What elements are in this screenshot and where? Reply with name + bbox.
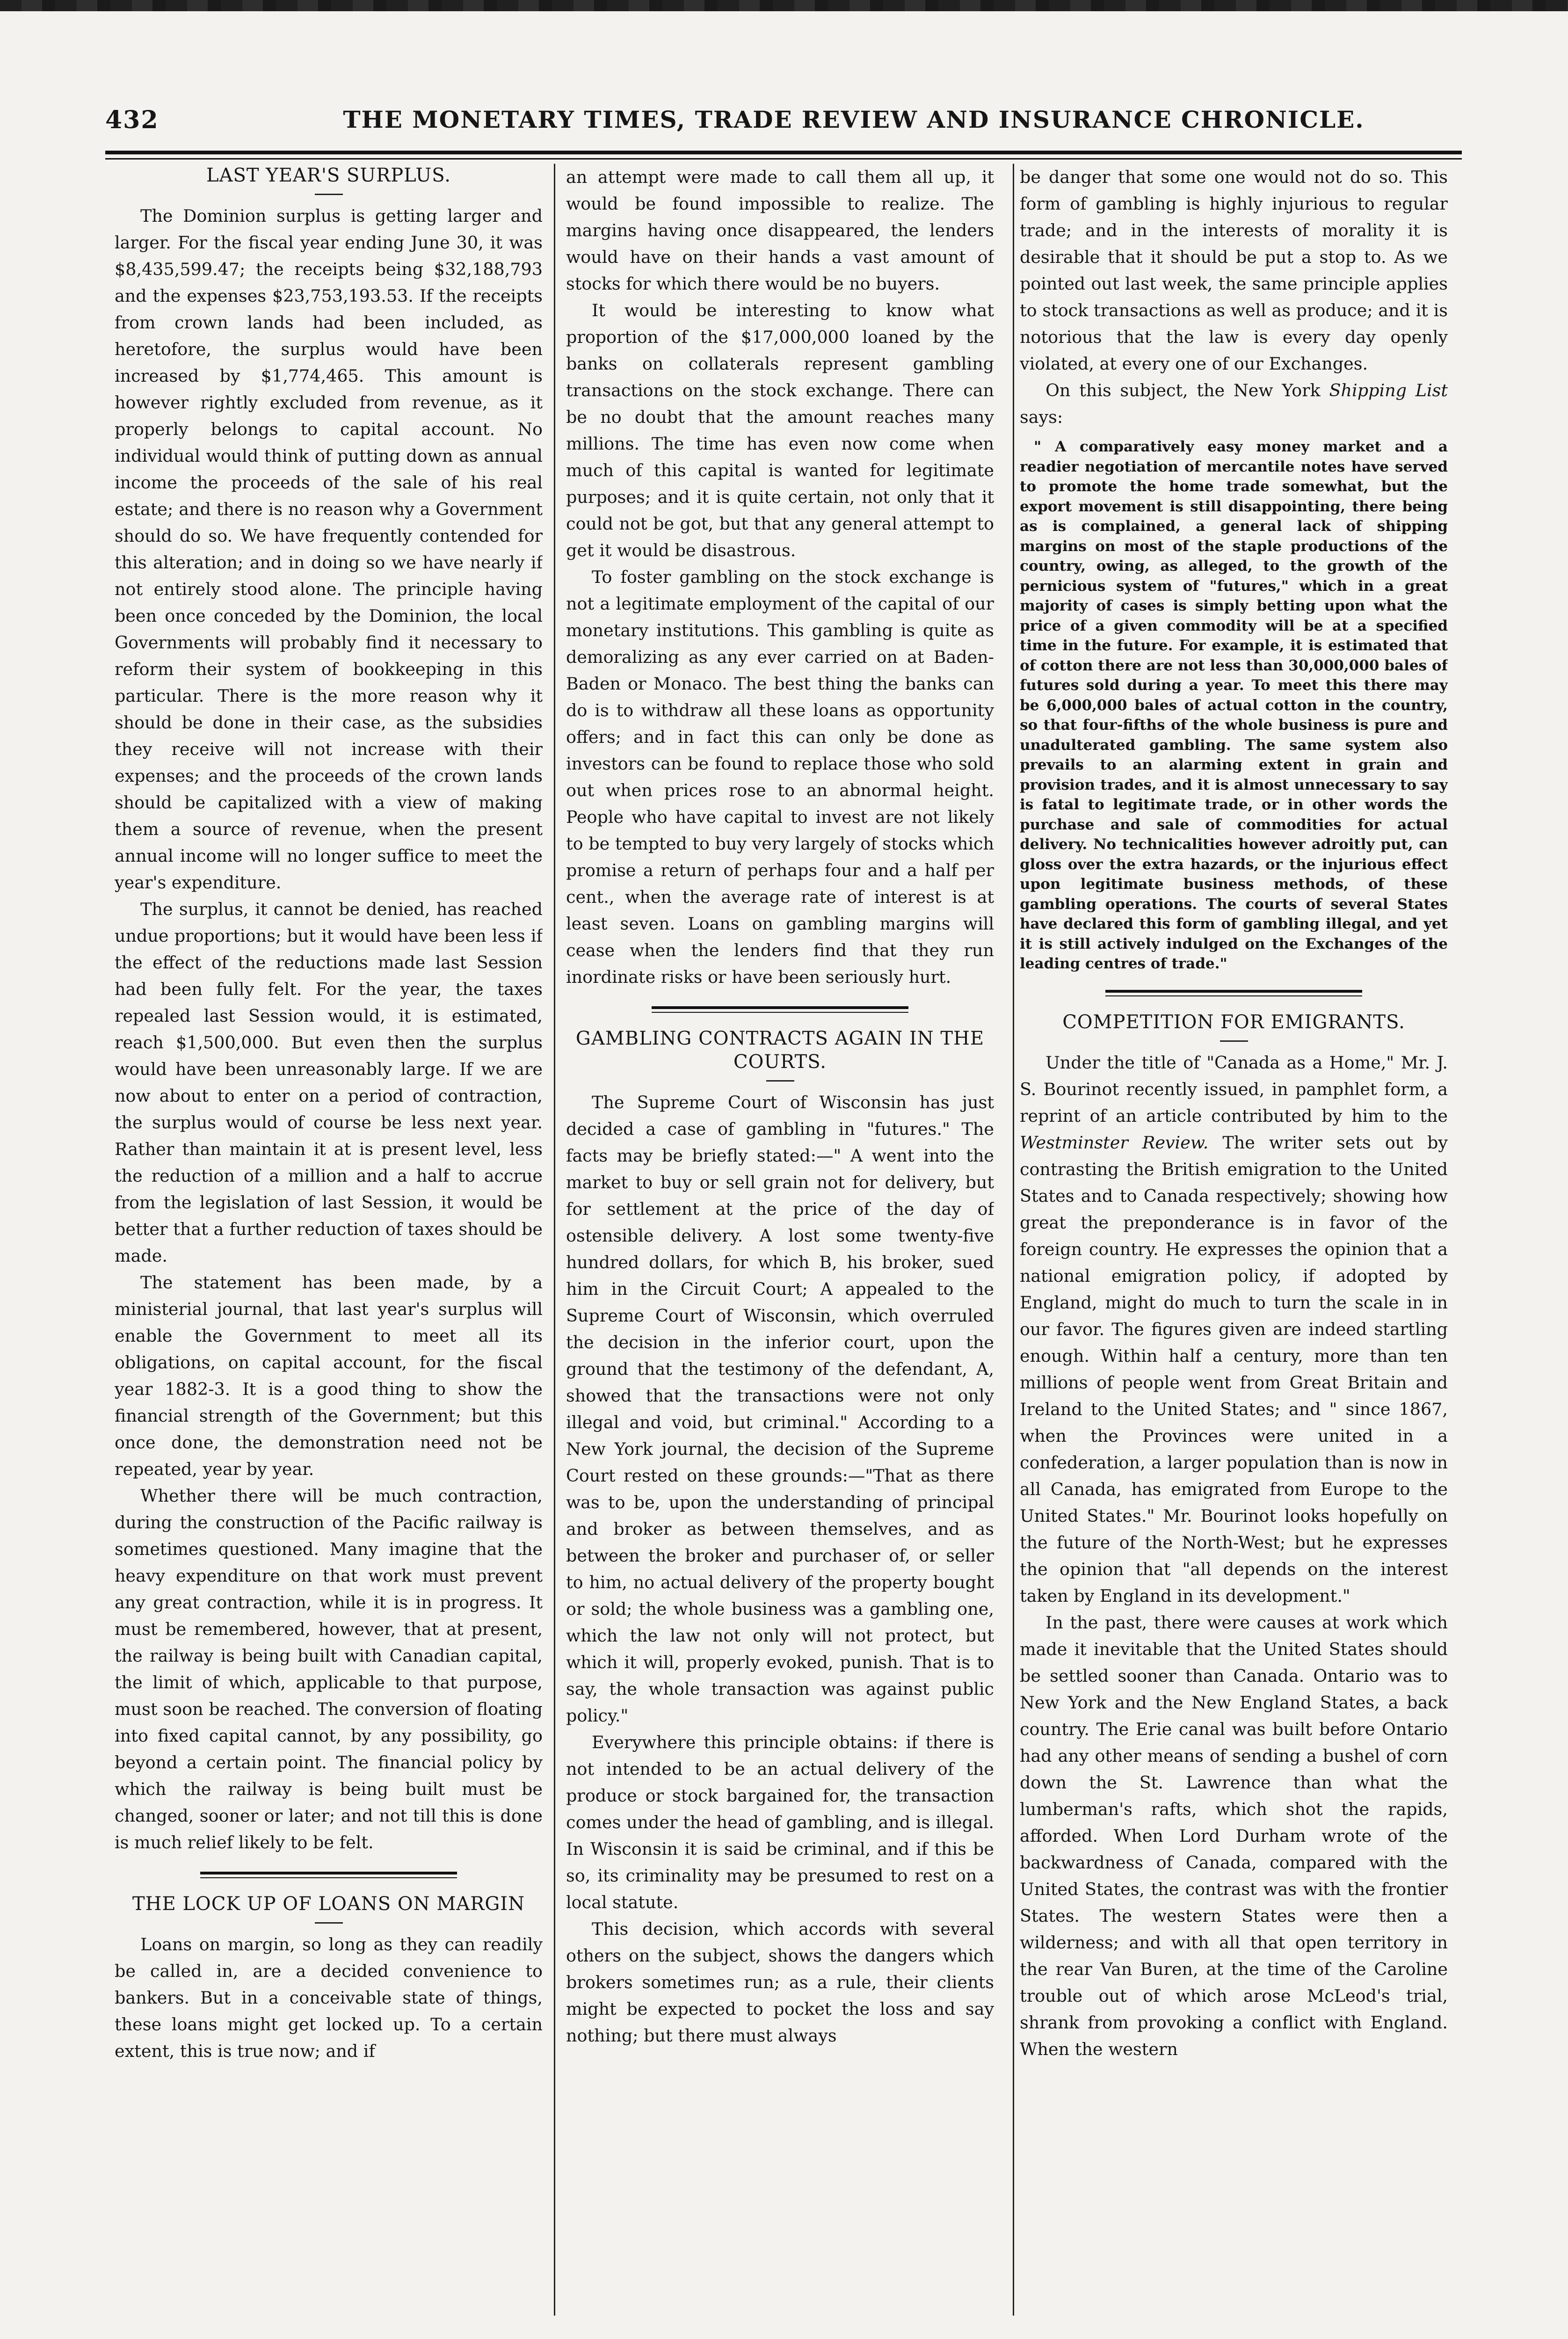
paragraph: In the past, there were causes at work which made it inevitable that the United States should be settled sooner than Canada. Ontario was to New York and the New England States, a back country. The Erie canal was built before Ontario had any other means of sending a bushel of corn down the St. Lawrence than what the lumberman's rafts, which shot the rapids, afforded. When Lord Durham wrote of the backwardness of Canada, compared with the United States, the contrast was with the frontier States. The western States were then a wilderness; and with all that open territory in the rear Van Buren, at the time of the Caroline trouble out of which arose McLeod's trial, shrank from provoking a conflict with England. When the western bbox=[1020, 1612, 1448, 2059]
text-run: Under the title of "Canada as a Home," Mr. J. S. Bourinot recently issued, in pamphlet form, a reprint of an article contributed by him to the bbox=[1020, 1052, 1448, 1126]
article-heading-emigrants: COMPETITION FOR EMIGRANTS. bbox=[1062, 1011, 1405, 1033]
column-divider-2 bbox=[1013, 164, 1014, 2316]
paragraph: Whether there will be much contraction, during the construction of the Pacific railway is sometimes questioned. Many imagine that the heavy expenditure on that work must prevent any great contraction, while it is in progress. It must be remembered, however, that at present, the railway is being built with Canadian capital, the limit of which, applicable to that purpose, must soon be reached. The conversion of floating into fixed capital cannot, by any possibility, go beyond a certain point. The financial policy by which the railway is being built must be changed, sooner or later; and not till this is done is much relief likely to be felt. bbox=[115, 1486, 543, 1852]
page-number: 432 bbox=[105, 106, 159, 134]
article-separator bbox=[652, 1006, 908, 1013]
text-run: says: bbox=[1020, 407, 1063, 427]
paragraph: be danger that some one would not do so. This form of gambling is highly injurious to regular trade; and in the interests of morality it is desirable that it should be put a stop to. As we pointed out last week, the same principle applies to stock transactions as well as produce; and it is notorious that the law is every day openly violated, at every one of our Exchanges. bbox=[1020, 167, 1448, 374]
paragraph: The statement has been made, by a ministerial journal, that last year's surplus will enable the Government to meet all its obligations, on capital account, for the fiscal year 1882-3. It is a good thing to show the financial strength of the Government; but this once done, the demonstration need not be repeated, year by year. bbox=[115, 1272, 543, 1479]
quoted-excerpt: " A comparatively easy money market and a readier negotiation of mercantile notes have served to promote the home trade somewhat, but the export movement is still disappointing, there being as is complained, a general lack of shipping margins on most of the staple productions of the country, owing, as alleged, to the growth of the pernicious system of "futures," which in a great majority of cases is simply betting upon what the price of a given commodity will be at a specified time in the future. For example, it is estimated that of cotton there are not less than 30,000,000 bales of futures sold during a year. To meet this there may be 6,000,000 bales of actual cotton in the country, so that four-fifths of the whole business is pure and unadulterated gambling. The same system also prevails to an alarming extent in grain and provision trades, and it is almost unnecessary to say is fatal to legitimate trade, or in other words the purchase and sale of commodities for actual delivery. No technicalities however adroitly put, can gloss over the extra hazards, or the injurious effect upon legitimate business methods, of these gambling operations. The courts of several States have declared this form of gambling illegal, and yet it is still actively indulged on the Exchanges of the leading centres of trade." bbox=[1020, 438, 1448, 972]
paragraph: Everywhere this principle obtains: if there is not intended to be an actual delivery of the produce or stock bargained for, the transaction comes under the head of gambling, and is illegal. In Wisconsin it is said be criminal, and if this be so, its criminality may be presumed to rest on a local statute. bbox=[566, 1732, 994, 1912]
column-3 bbox=[1020, 164, 1448, 2316]
heading-dash bbox=[315, 1922, 343, 1924]
heading-dash bbox=[1220, 1040, 1248, 1042]
paragraph-bourinot bbox=[1020, 1049, 1448, 1609]
publication-name: Shipping List bbox=[1329, 380, 1448, 400]
header-rule-thin bbox=[105, 158, 1462, 160]
heading-dash bbox=[766, 1080, 794, 1082]
text-run: The writer sets out by contrasting the British emigration to the United States and to Canada respectively; showing how great the preponderance is in favor of the foreign country. He expresses the opinion that a national emigration policy, if adopted by England, might do much to turn the scale in in our favor. The figures given are indeed startling enough. Within half a century, more than ten millions of people went from Great Britain and Ireland to the United States; and " since 1867, when the Provinces were united in a confederation, a larger population than is now in all Canada, has emigrated from Europe to the United States." Mr. Bourinot looks hopefully on the future of the North-West; but he expresses the opinion that "all depends on the interest taken by England in its development." bbox=[1020, 1132, 1448, 1606]
column-1 bbox=[115, 164, 543, 2316]
paragraph: an attempt were made to call them all up, it would be found impossible to realize. The margins having once disappeared, the lenders would have on their hands a vast amount of stocks for which there would be no buyers. bbox=[566, 167, 994, 294]
paragraph: It would be interesting to know what proportion of the $17,000,000 loaned by the banks on collaterals represent gambling transactions on the stock exchange. There can be no doubt that the amount reaches many millions. The time has even now come when much of this capital is wanted for legitimate purposes; and it is quite certain, not only that it could not be got, but that any general attempt to get it would be disastrous. bbox=[566, 300, 994, 560]
paragraph: The Supreme Court of Wisconsin has just decided a case of gambling in "futures." The facts may be briefly stated:—" A went into the market to buy or sell grain not for delivery, but for settlement at the price of the day of ostensible delivery. A lost some twenty-five hundred dollars, for which B, his broker, sued him in the Circuit Court; A appealed to the Supreme Court of Wisconsin, which overruled the decision in the inferior court, upon the ground that the testimony of the defendant, A, showed that the transactions were not only illegal and void, but criminal." According to a New York journal, the decision of the Supreme Court rested on these grounds:—"That as there was to be, upon the understanding of principal and broker as between themselves, and as between the broker and purchaser of, or seller to him, no actual delivery of the property bought or sold; the whole business was a gambling one, which the law not only will not protect, but which it will, properly evoked, punish. That is to say, the whole transaction was against public policy." bbox=[566, 1092, 994, 1726]
paragraph: Loans on margin, so long as they can readily be called in, are a decided convenience to bankers. But in a conceivable state of things, these loans might get locked up. To a certain extent, this is true now; and if bbox=[115, 1934, 543, 2061]
paragraph: The Dominion surplus is getting larger and larger. For the fiscal year ending June 30, it was $8,435,599.47; the receipts being $32,188,793 and the expenses $23,753,193.53. If the receipts from crown lands had been included, as heretofore, the surplus would have been increased by $1,774,465. This amount is however rightly excluded from revenue, as it properly belongs to capital account. No individual would think of putting down as annual income the proceeds of the sale of his real estate; and there is no reason why a Government should do so. We have frequently contended for this alteration; and in doing so we have nearly if not entirely stood alone. The principle having been once conceded by the Dominion, the local Governments will probably find it necessary to reform their system of bookkeeping in this particular. There is the more reason why it should be done in their case, as the subsidies they receive will not increase with their expenses; and the proceeds of the crown lands should be capitalized with a view of making them a source of revenue, when the present annual income will no longer suffice to meet the year's expenditure. bbox=[115, 206, 543, 893]
article-heading-loans: THE LOCK UP OF LOANS ON MARGIN bbox=[132, 1893, 525, 1915]
header-rule-thick bbox=[105, 151, 1462, 154]
text-run: On this subject, the New York bbox=[1045, 380, 1321, 400]
top-scan-border bbox=[0, 0, 1568, 11]
running-title: THE MONETARY TIMES, TRADE REVIEW AND INSURANCE CHRONICLE. bbox=[343, 106, 1365, 133]
article-heading-surplus: LAST YEAR'S SURPLUS. bbox=[206, 165, 451, 186]
publication-name: Westminster Review. bbox=[1020, 1132, 1209, 1153]
article-separator bbox=[1105, 990, 1362, 996]
article-separator bbox=[200, 1872, 457, 1878]
heading-dash bbox=[315, 194, 343, 195]
page-header bbox=[105, 102, 1462, 144]
paragraph: To foster gambling on the stock exchange is not a legitimate employment of the capital of our monetary institutions. This gambling is quite as demoralizing as any ever carried on at Baden-Baden or Monaco. The best thing the banks can do is to withdraw all these loans as opportunity offers; and in fact this can only be done as investors can be found to replace those who sold out when prices rose to an abnormal height. People who have capital to invest are not likely to be tempted to buy very largely of stocks which promise a return of perhaps four and a half per cent., when the average rate of interest is at least seven. Loans on gambling margins will cease when the lenders find that they run inordinate risks or have been seriously hurt. bbox=[566, 567, 994, 987]
column-2 bbox=[566, 164, 994, 2316]
paragraph: The surplus, it cannot be denied, has reached undue proportions; but it would have been less if the effect of the reductions made last Session had been fully felt. For the year, the taxes repealed last Session would, it is estimated, reach $1,500,000. But even then the surplus would have been unreasonably large. If we are now about to enter on a period of contraction, the surplus would of course be less next year. Rather than maintain it at is present level, less the reduction of a million and a half to accrue from the legislation of last Session, it would be better that a further reduction of taxes should be made. bbox=[115, 899, 543, 1266]
article-heading-gambling: GAMBLING CONTRACTS AGAIN IN THE COURTS. bbox=[575, 1028, 985, 1073]
column-divider-1 bbox=[554, 164, 555, 2316]
paragraph: This decision, which accords with several others on the subject, shows the dangers which brokers sometimes run; as a rule, their clients might be expected to pocket the loss and say nothing; but there must always bbox=[566, 1919, 994, 2046]
paragraph-shipping-list bbox=[1020, 377, 1448, 430]
